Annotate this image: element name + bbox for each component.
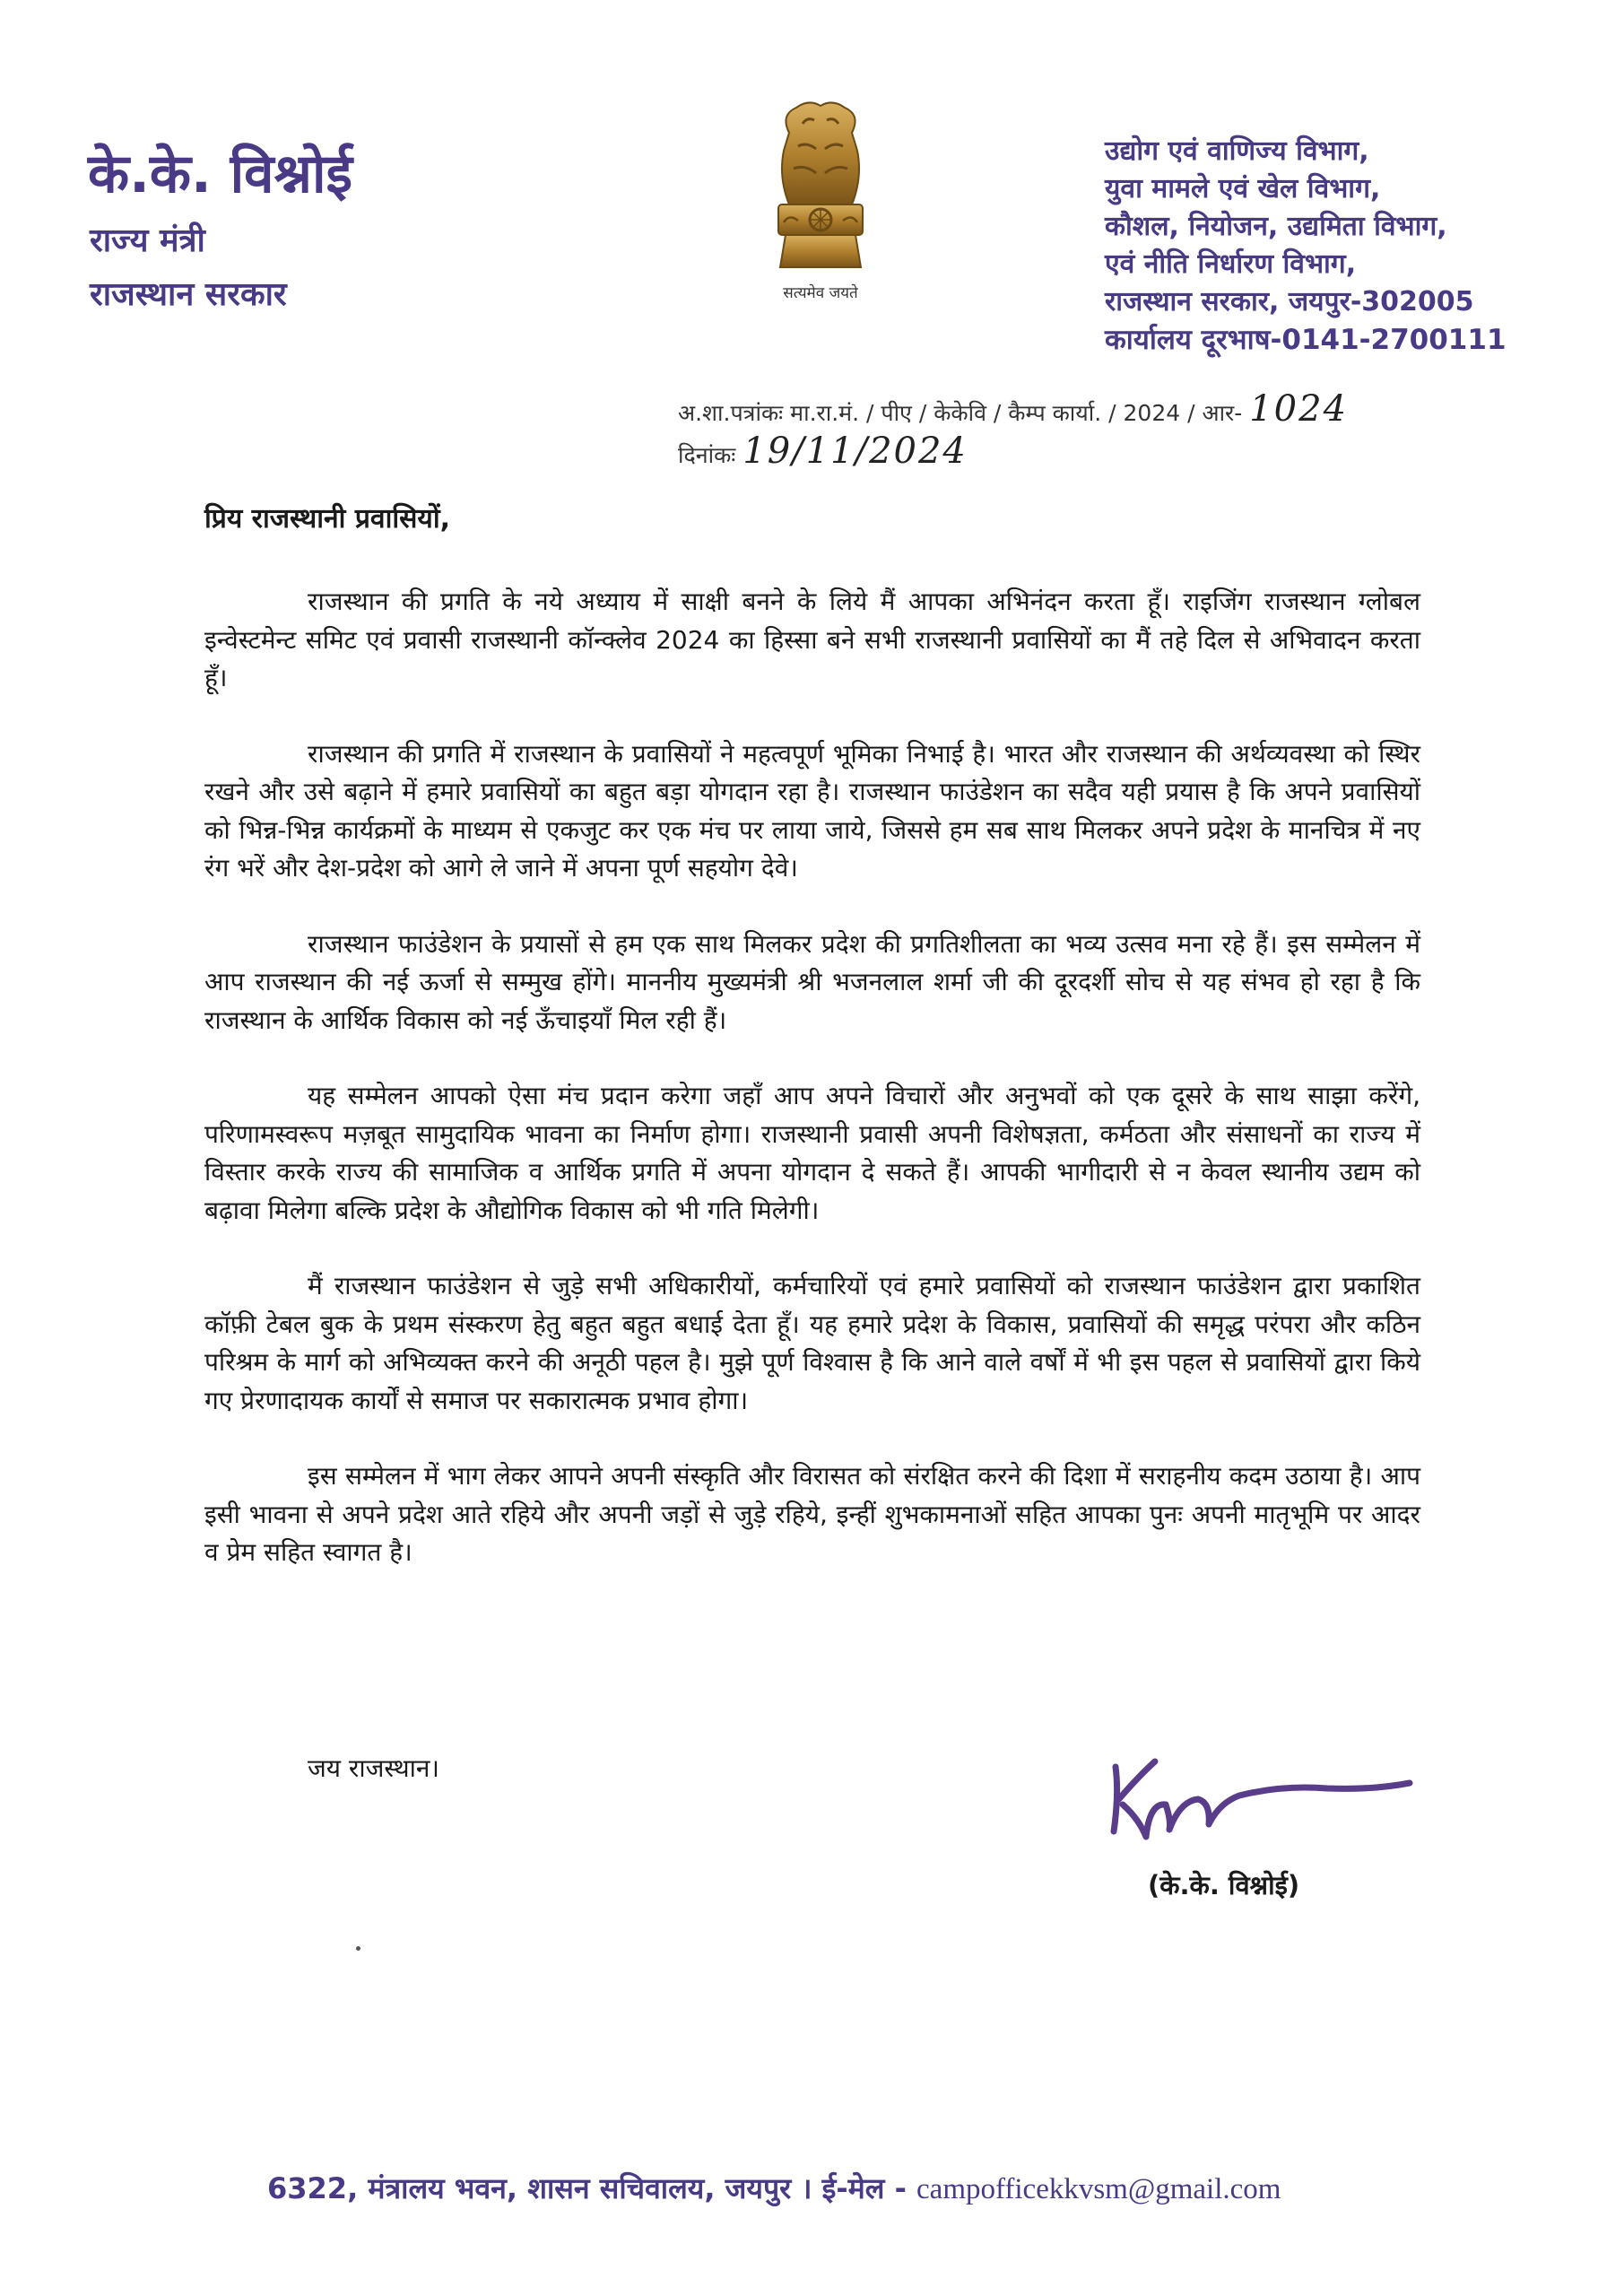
department-line: कौशल, नियोजन, उद्यमिता विभाग,	[1105, 211, 1447, 242]
government-name: राजस्थान सरकार	[90, 276, 287, 313]
date-label: दिनांकः	[678, 442, 736, 468]
office-phone: कार्यालय दूरभाष-0141-2700111	[1105, 324, 1507, 356]
department-block	[1105, 133, 1607, 359]
stray-dot	[356, 1946, 360, 1951]
closing: जय राजस्थान।	[308, 1753, 440, 1783]
department-line: उद्योग एवं वाणिज्य विभाग,	[1105, 135, 1369, 167]
reference-handwritten-number: 1024	[1249, 388, 1349, 430]
department-line: राजस्थान सरकार, जयपुर-302005	[1105, 286, 1474, 317]
department-line: एवं नीति निर्धारण विभाग,	[1105, 248, 1357, 280]
paragraph: राजस्थान फाउंडेशन के प्रयासों से हम एक साथ मिलकर प्रदेश की प्रगतिशीलता का भव्य उत्सव मना रहे हैं। इस सम्मेलन में आप राजस्थान की नई ऊर्जा से सम्मुख होंगे। माननीय मुख्यमंत्री श्री भजनलाल शर्मा जी की दूरदर्शी सोच से यह संभव हो रहा है कि राजस्थान के आर्थिक विकास को नई ऊँचाइयाँ मिल रही हैं।	[204, 928, 1420, 1035]
signer-name: (के.के. विश्नोई)	[1148, 1870, 1300, 1900]
reference-number	[678, 388, 1348, 430]
footer-email-label: ई-मेल -	[821, 2171, 907, 2205]
signature-icon	[1103, 1749, 1426, 1848]
footer	[267, 2169, 1281, 2207]
minister-name: के.के. विश्नोई	[88, 143, 352, 205]
department-line: युवा मामले एवं खेल विभाग,	[1105, 173, 1381, 204]
emblem-motto: सत्यमेव जयते	[783, 284, 858, 302]
national-emblem-icon	[753, 97, 888, 303]
footer-email-link[interactable]: campofficekkvsm@gmail.com	[916, 2173, 1281, 2205]
letter-body	[204, 583, 1420, 1610]
paragraph: राजस्थान की प्रगति के नये अध्याय में साक्षी बनने के लिये मैं आपका अभिनंदन करता हूँ। राइजिंग राजस्थान ग्लोबल इन्वेस्टमेन्ट समिट एवं प्रवासी राजस्थानी कॉन्क्लेव 2024 का हिस्सा बने सभी राजस्थानी प्रवासियों का मैं तहे दिल से अभिवादन करता हूँ।	[204, 587, 1420, 692]
letter-date	[678, 430, 968, 472]
paragraph: यह सम्मेलन आपको ऐसा मंच प्रदान करेगा जहाँ आप अपने विचारों और अनुभवों को एक दूसरे के साथ साझा करेंगे, परिणामस्वरूप मज़बूत सामुदायिक भावना का निर्माण होगा। राजस्थानी प्रवासी अपनी विशेषज्ञता, कर्मठता और संसाधनों का राज्य में विस्तार करके राज्य की सामाजिक व आर्थिक प्रगति में अपना योगदान दे सकते हैं। आपकी भागीदारी से न केवल स्थानीय उद्यम को बढ़ावा मिलेगा बल्कि प्रदेश के औद्योगिक विकास को भी गति मिलेगी।	[204, 1081, 1420, 1225]
paragraph: मैं राजस्थान फाउंडेशन से जुड़े सभी अधिकारीयों, कर्मचारियों एवं हमारे प्रवासियों को राजस्थान फाउंडेशन द्वारा प्रकाशित कॉफ़ी टेबल बुक के प्रथम संस्करण हेतु बहुत बहुत बधाई देता हूँ। यह हमारे प्रदेश के विकास, प्रवासियों की समृद्ध परंपरा और कठिन परिश्रम के मार्ग को अभिव्यक्त करने की अनूठी पहल है। मुझे पूर्ण विश्वास है कि आने वाले वर्षों में भी इस पहल से प्रवासियों द्वारा किये गए प्रेरणादायक कार्यों से समाज पर सकारात्मक प्रभाव होगा।	[204, 1271, 1420, 1415]
salutation: प्रिय राजस्थानी प्रवासियों,	[204, 503, 450, 535]
paragraph: राजस्थान की प्रगति में राजस्थान के प्रवासियों ने महत्वपूर्ण भूमिका निभाई है। भारत और राजस्थान की अर्थव्यवस्था को स्थिर रखने और उसे बढ़ाने में हमारे प्रवासियों का बहुत बड़ा योगदान रहा है। राजस्थान फाउंडेशन का सदैव यही प्रयास है कि अपने प्रवासियों को भिन्न-भिन्न कार्यक्रमों के माध्यम से एकजुट कर एक मंच पर लाया जाये, जिससे हम सब साथ मिलकर अपने प्रदेश के मानचित्र में नए रंग भरें और देश-प्रदेश को आगे ले जाने में अपना पूर्ण सहयोग देवे।	[204, 738, 1420, 883]
footer-separator: ।	[801, 2171, 812, 2205]
paragraph: इस सम्मेलन में भाग लेकर आपने अपनी संस्कृति और विरासत को संरक्षित करने की दिशा में सराहनीय कदम उठाया है। आप इसी भावना से अपने प्रदेश आते रहिये और अपनी जड़ों से जुड़े रहिये, इन्हीं शुभकामनाओं सहित आपका पुनः अपनी मातृभूमि पर आदर व प्रेम सहित स्वागत है।	[204, 1461, 1420, 1567]
reference-label: अ.शा.पत्रांकः मा.रा.मं. / पीए / केकेवि / कैम्प कार्या. / 2024 / आर-	[678, 400, 1243, 426]
footer-address: 6322, मंत्रालय भवन, शासन सचिवालय, जयपुर	[267, 2171, 792, 2205]
date-handwritten: 19/11/2024	[743, 430, 968, 472]
minister-title: राज्य मंत्री	[90, 222, 205, 259]
